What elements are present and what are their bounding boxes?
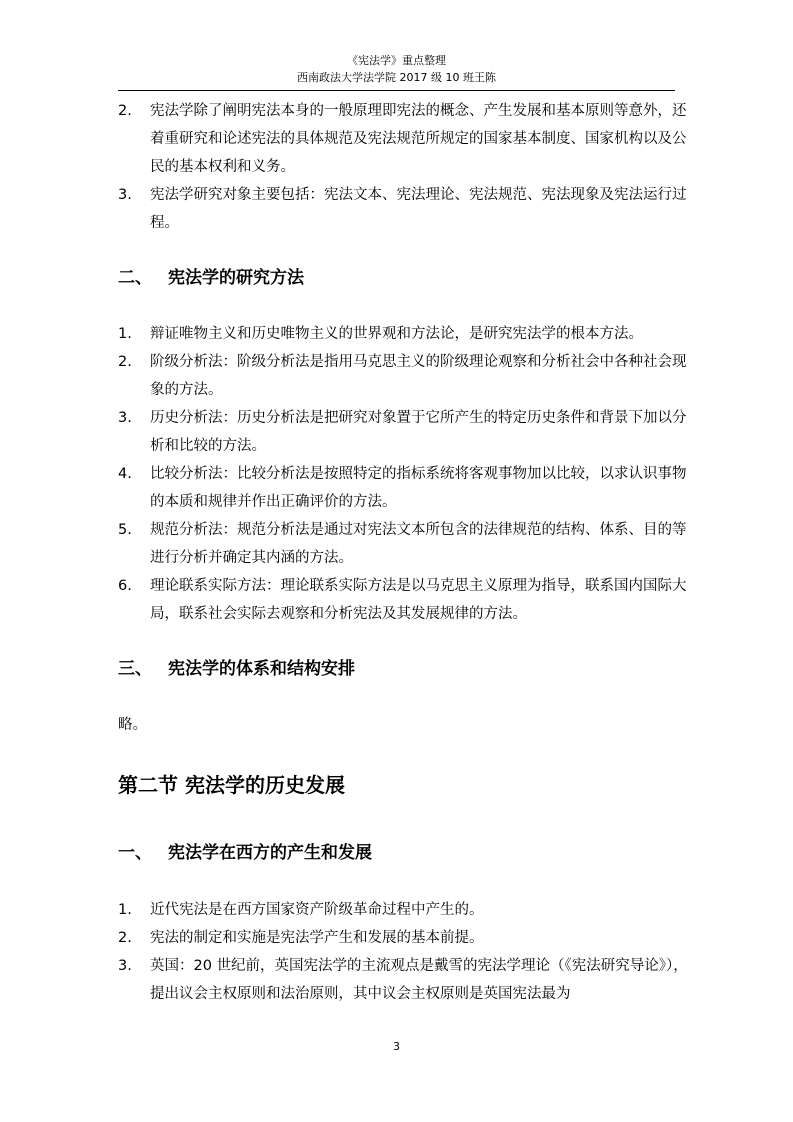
section-number: 一、 [118,843,152,863]
list-item [118,460,693,516]
list-item-number: 3. [118,958,132,974]
section-body: 略。 [118,717,147,733]
list-item [118,924,693,952]
list-item-number: 2. [118,103,132,119]
list-item [118,896,693,924]
header-divider [118,90,675,91]
list-item [118,97,693,181]
list-item-text: 宪法的制定和实施是宪法学产生和发展的基本前提。 [150,930,484,946]
list-item [118,181,693,237]
list-item-number: 6. [118,578,132,594]
header-subtitle: 西南政法大学法学院 2017 级 10 班王陈 [297,71,496,84]
list-item [118,952,693,1008]
page-header [118,52,675,86]
section-heading-western-origin [118,841,372,865]
list-item-number: 3. [118,410,132,426]
list-item-text: 规范分析法：规范分析法是通过对宪法文本所包含的法律规范的结构、体系、目的等进行分析并确定其内涵的方法。 [150,522,687,566]
list-item-text: 宪法学研究对象主要包括：宪法文本、宪法理论、宪法规范、宪法现象及宪法运行过程。 [150,187,687,231]
list-item-text: 历史分析法：历史分析法是把研究对象置于它所产生的特定历史条件和背景下加以分析和比较的方法。 [150,410,687,454]
list-item-number: 2. [118,930,132,946]
list-item-text: 英国：20 世纪前，英国宪法学的主流观点是戴雪的宪法学理论（《宪法研究导论》），提出议会主权原则和法治原则，其中议会主权原则是英国宪法最为 [150,958,688,1002]
section-heading-structure [118,657,355,681]
section-heading-research-methods [118,266,304,290]
list-item-number: 1. [118,326,132,342]
list-item-text: 辩证唯物主义和历史唯物主义的世界观和方法论，是研究宪法学的根本方法。 [150,326,643,342]
list-item [118,404,693,460]
section-title: 宪法学在西方的产生和发展 [168,843,372,863]
chapter-heading: 第二节 宪法学的历史发展 [118,773,345,797]
list-item-number: 2. [118,354,132,370]
list-item [118,348,693,404]
list-item-text: 比较分析法：比较分析法是按照特定的指标系统将客观事物加以比较，以求认识事物的本质和规律并作出正确评价的方法。 [150,466,687,510]
list-item-number: 1. [118,902,132,918]
header-title: 《宪法学》重点整理 [347,54,446,67]
list-item-number: 3. [118,187,132,203]
list-item [118,320,693,348]
list-item [118,516,693,572]
page-number: 3 [393,1040,400,1053]
list-item-text: 理论联系实际方法：理论联系实际方法是以马克思主义原理为指导，联系国内国际大局，联系社会实际去观察和分析宪法及其发展规律的方法。 [150,578,687,622]
list-item [118,572,693,628]
section-number: 二、 [118,268,152,288]
list-item-text: 宪法学除了阐明宪法本身的一般原理即宪法的概念、产生发展和基本原则等意外，还着重研究和论述宪法的具体规范及宪法规范所规定的国家基本制度、国家机构以及公民的基本权利和义务。 [150,103,687,175]
list-item-text: 阶级分析法：阶级分析法是指用马克思主义的阶级理论观察和分析社会中各种社会现象的方法。 [150,354,687,398]
list-item-text: 近代宪法是在西方国家资产阶级革命过程中产生的。 [150,902,484,918]
list-item-number: 4. [118,466,132,482]
list-item-number: 5. [118,522,132,538]
section-title: 宪法学的研究方法 [168,268,304,288]
section-number: 三、 [118,659,152,679]
section-title: 宪法学的体系和结构安排 [168,659,355,679]
